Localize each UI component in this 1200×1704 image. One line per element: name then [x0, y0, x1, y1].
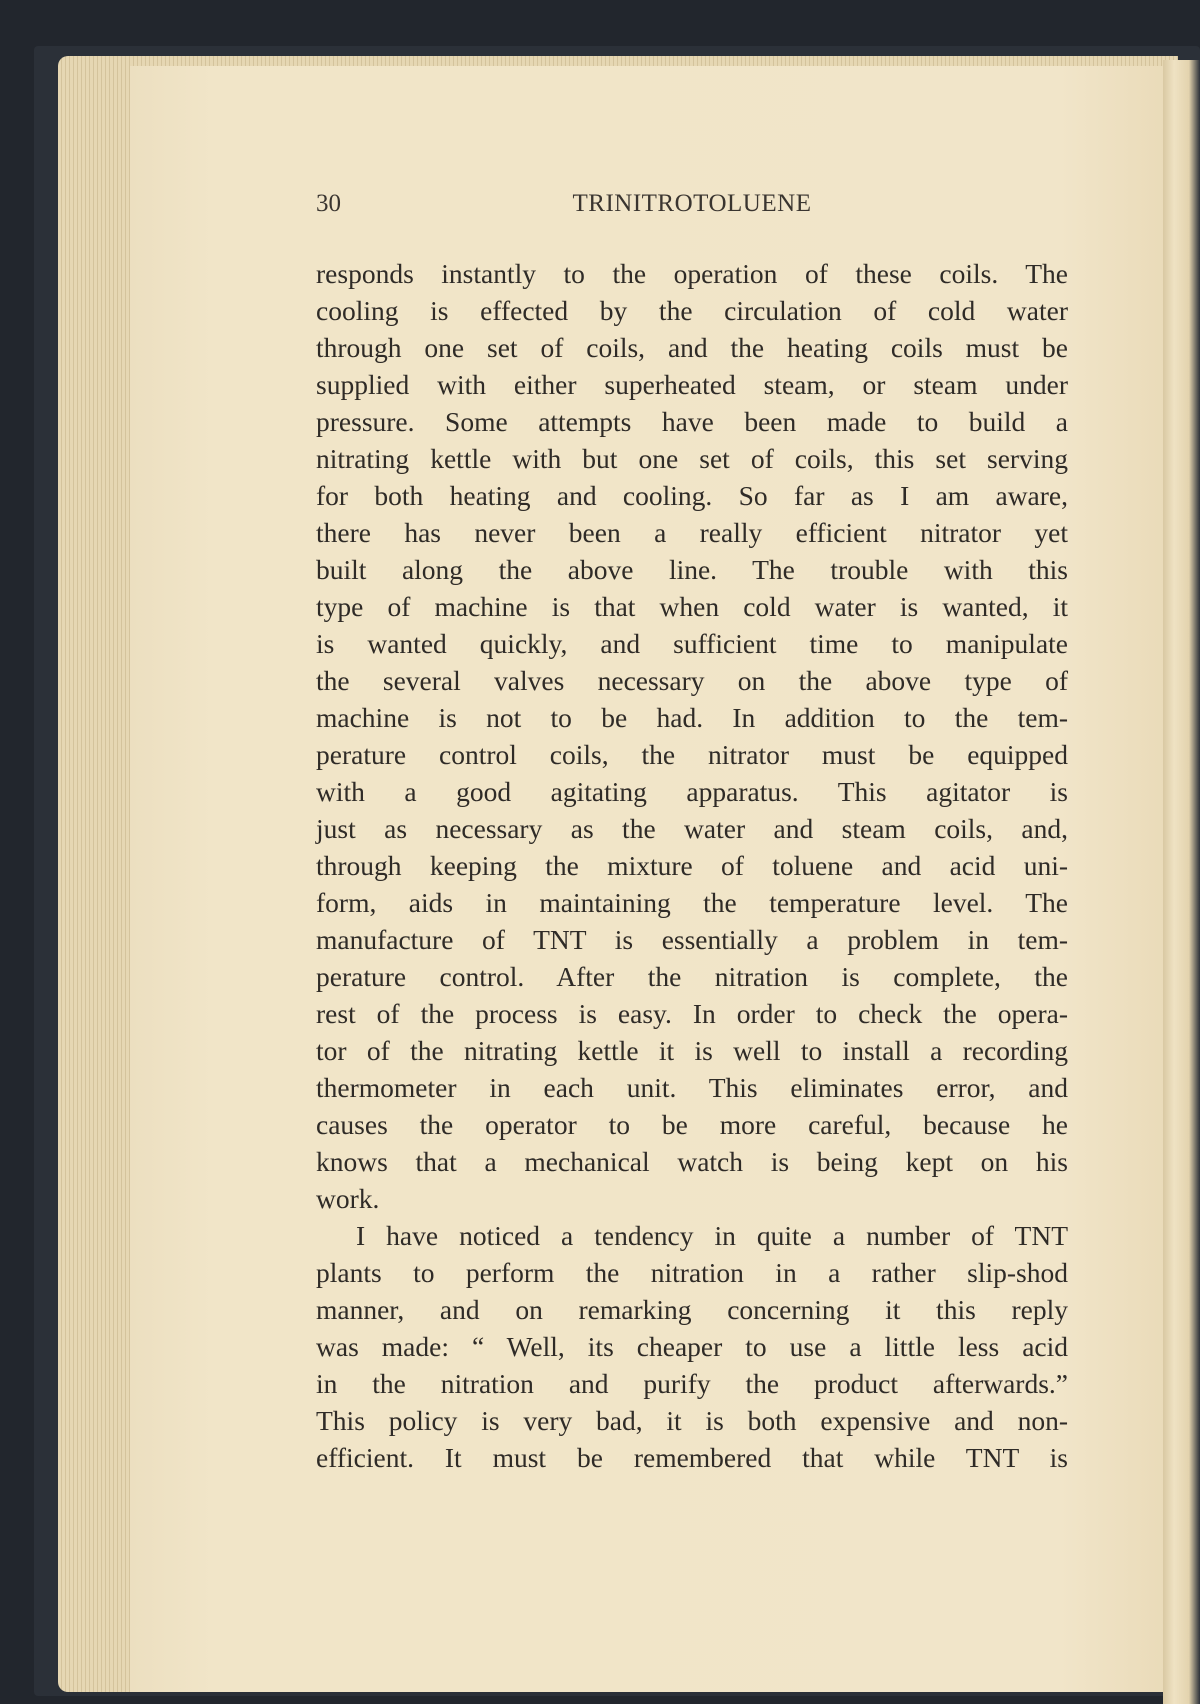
text-line: built along the above line. The trouble with this [316, 554, 1068, 585]
text-line: perature control coils, the nitrator must be equipped [316, 739, 1068, 770]
text-line: just as necessary as the water and steam coils, and, [316, 813, 1068, 844]
text-line: for both heating and cooling. So far as I am aware, [316, 480, 1068, 511]
body-text [316, 255, 1068, 1476]
text-line: plants to perform the nitration in a rather slip-shod [316, 1257, 1068, 1288]
text-line: thermometer in each unit. This eliminates error, and [316, 1072, 1068, 1103]
text-line: rest of the process is easy. In order to check the opera- [316, 998, 1068, 1029]
text-line: knows that a mechanical watch is being kept on his [316, 1146, 1068, 1177]
running-head: TRINITROTOLUENE [572, 190, 812, 217]
text-line: work. [316, 1183, 380, 1214]
text-line: through keeping the mixture of toluene and acid uni- [316, 850, 1068, 881]
text-line: This policy is very bad, it is both expensive and non- [316, 1405, 1068, 1436]
text-line: type of machine is that when cold water is wanted, it [316, 591, 1068, 622]
text-line: nitrating kettle with but one set of coils, this set serving [316, 443, 1068, 474]
book-gutter [1163, 60, 1200, 1704]
text-line: pressure. Some attempts have been made to build a [316, 406, 1068, 437]
text-line: cooling is effected by the circulation of cold water [316, 295, 1068, 326]
text-line: perature control. After the nitration is complete, the [316, 961, 1068, 992]
text-line: form, aids in maintaining the temperature level. The [316, 887, 1068, 918]
text-line: I have noticed a tendency in quite a number of TNT [356, 1220, 1068, 1251]
text-line: the several valves necessary on the above type of [316, 665, 1068, 696]
text-line: with a good agitating apparatus. This agitator is [316, 776, 1068, 807]
text-line: tor of the nitrating kettle it is well to install a recording [316, 1035, 1068, 1066]
text-line: efficient. It must be remembered that while TNT is [316, 1442, 1068, 1473]
text-line: through one set of coils, and the heating coils must be [316, 332, 1068, 363]
text-line: there has never been a really efficient nitrator yet [316, 517, 1068, 548]
text-line: in the nitration and purify the product afterwards.” [316, 1368, 1068, 1399]
text-line: responds instantly to the operation of these coils. The [316, 258, 1068, 289]
text-line: machine is not to be had. In addition to the tem- [316, 702, 1068, 733]
text-line: supplied with either superheated steam, or steam under [316, 369, 1068, 400]
text-line: causes the operator to be more careful, because he [316, 1109, 1068, 1140]
text-line: is wanted quickly, and sufficient time to manipulate [316, 628, 1068, 659]
text-line: manufacture of TNT is essentially a problem in tem- [316, 924, 1068, 955]
text-line: was made: “ Well, its cheaper to use a little less acid [316, 1331, 1068, 1362]
page-header [316, 190, 1068, 224]
page-number: 30 [316, 190, 341, 217]
text-line: manner, and on remarking concerning it this reply [316, 1294, 1068, 1325]
